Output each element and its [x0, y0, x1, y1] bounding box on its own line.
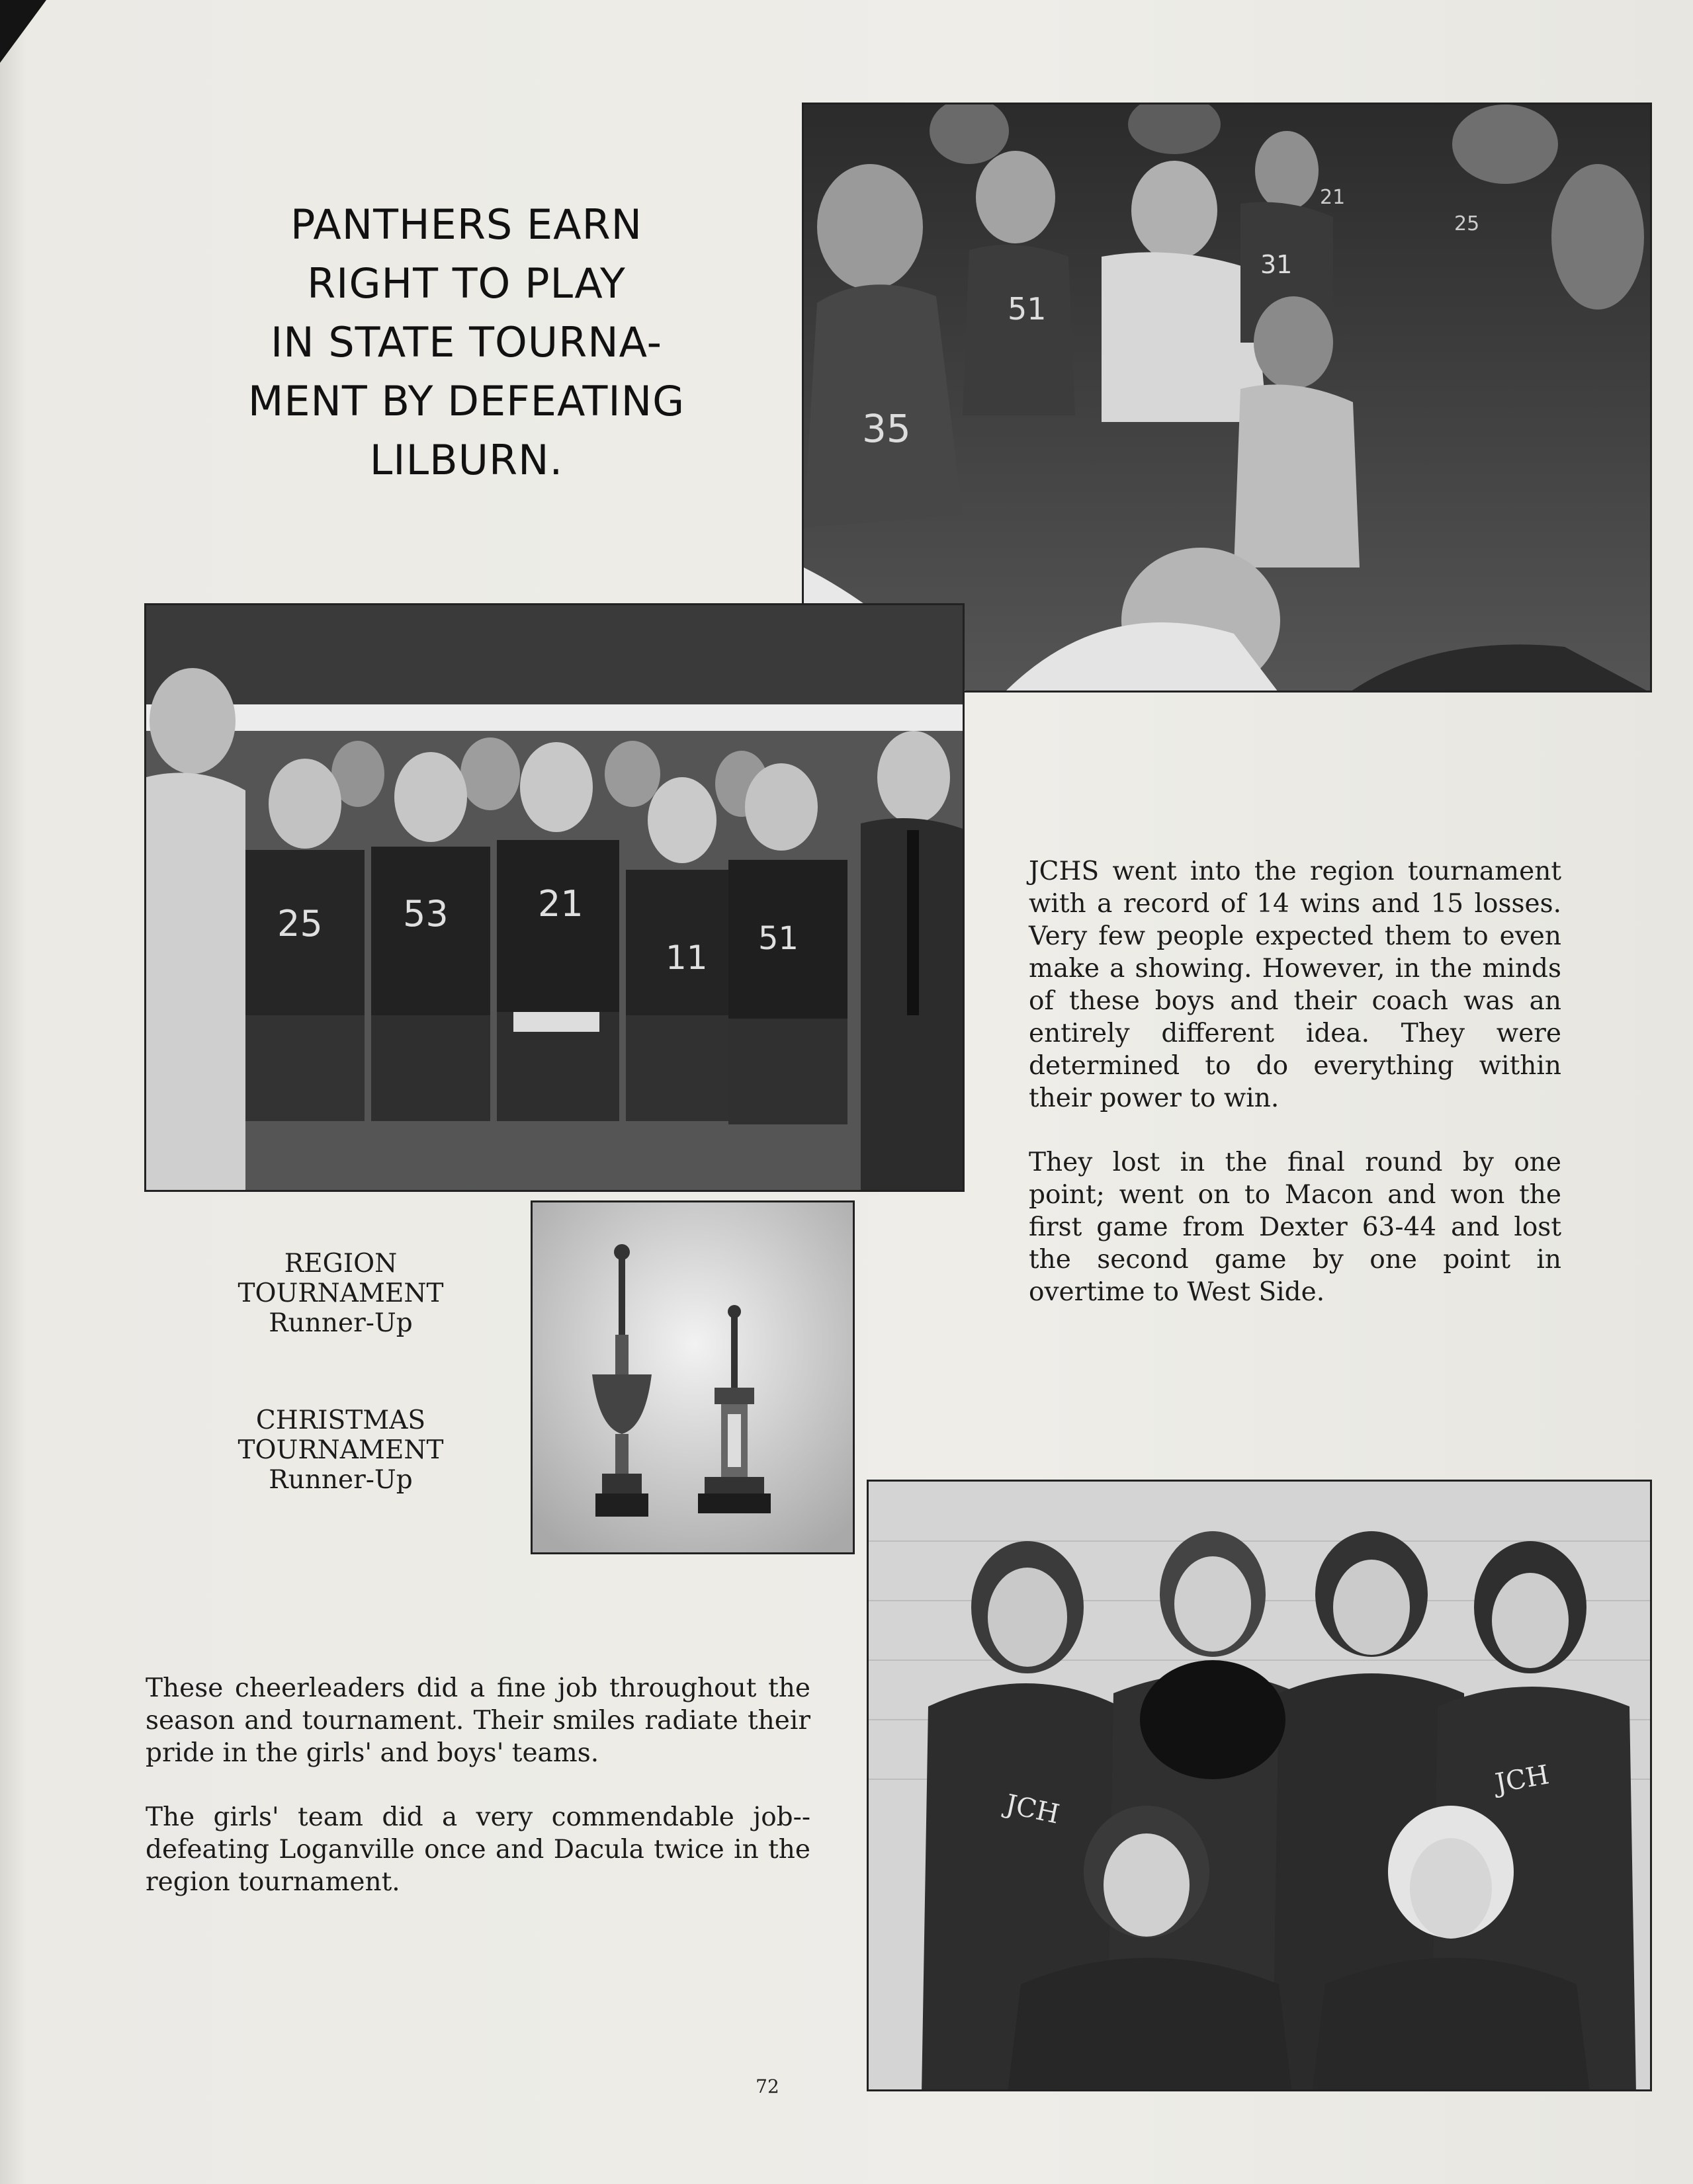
award-line: CHRISTMAS	[255, 1406, 426, 1435]
jersey-number: 21	[538, 883, 584, 925]
jersey-number: 21	[1320, 186, 1346, 209]
story-paragraph: The girls' team did a very commendable job--defeating Loganville once and Dacula twice in the region tournament.	[146, 1802, 810, 1897]
jersey-number: 35	[862, 406, 911, 451]
award-line: Runner-Up	[269, 1308, 413, 1338]
story-paragraph: JCHS went into the region tournament with a record of 14 wins and 15 losses. Very few people expected them to even make a showing. However, in the minds of these boys and their coach was an entirely different idea. They were determined to do everything within their power to win.	[1029, 857, 1561, 1113]
jersey-number: 53	[403, 893, 449, 935]
award-line: Runner-Up	[269, 1465, 413, 1495]
award-line: TOURNAMENT	[238, 1279, 444, 1308]
jersey-number: 25	[277, 903, 323, 945]
jersey-letters: JCH	[1493, 1759, 1552, 1799]
story-paragraph: They lost in the final round by one point; went on to Macon and won the first game from Dexter 63-44 and lost the second game by one point in overtime to West Side.	[1029, 1148, 1561, 1307]
trophies-photo	[531, 1200, 855, 1554]
jersey-number: 51	[758, 920, 799, 957]
page-number: 72	[756, 2076, 779, 2097]
headline-line: IN STATE TOURNA-	[270, 318, 663, 366]
jersey-letters: JCH	[1002, 1788, 1063, 1830]
award-region	[205, 1249, 476, 1338]
headline-line: PANTHERS EARN	[290, 200, 643, 249]
jersey-number: 11	[666, 939, 708, 977]
story-paragraph: These cheerleaders did a fine job throughout the season and tournament. Their smiles radiate their pride in the girls' and boys' teams.	[146, 1673, 810, 1768]
headline-line: RIGHT TO PLAY	[307, 259, 626, 308]
cheerleaders-photo	[867, 1480, 1652, 2091]
headline-line: LILBURN.	[369, 436, 564, 484]
award-line: TOURNAMENT	[238, 1435, 444, 1465]
scan-corner-shadow	[0, 0, 46, 63]
headline-line: MENT BY DEFEATING	[247, 377, 685, 425]
jersey-number: 51	[1008, 291, 1047, 327]
jersey-number: 31	[1260, 250, 1293, 279]
award-christmas	[205, 1406, 476, 1495]
tournament-story	[1029, 855, 1561, 1340]
award-line: REGION	[284, 1249, 398, 1279]
team-photo	[144, 603, 965, 1192]
jersey-number: 25	[1454, 212, 1480, 235]
page-headline	[165, 195, 767, 489]
cheerleader-story	[146, 1672, 810, 1930]
